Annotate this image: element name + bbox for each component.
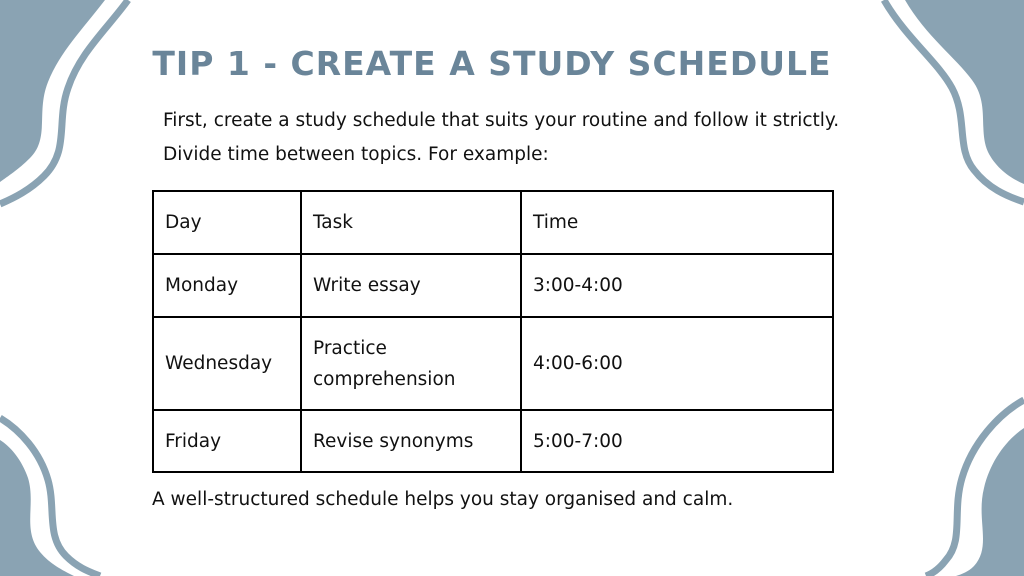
corner-wave-top-right-line [884, 0, 1024, 202]
table-header-row [153, 191, 833, 254]
cell-task: Revise synonyms [301, 410, 521, 472]
corner-wave-bottom-left-line [0, 418, 100, 576]
corner-wave-top-left-line [0, 0, 128, 204]
cell-time: 5:00-7:00 [521, 410, 833, 472]
cell-time: 4:00-6:00 [521, 317, 833, 410]
corner-wave-bottom-left [0, 440, 74, 576]
corner-wave-top-right [905, 0, 1024, 184]
corner-wave-top-left [0, 0, 105, 182]
table-row [153, 254, 833, 317]
cell-task: Write essay [301, 254, 521, 317]
header-task: Task [301, 191, 521, 254]
cell-day: Friday [153, 410, 301, 472]
corner-wave-bottom-right-line [926, 400, 1024, 576]
table-row [153, 317, 833, 410]
header-time: Time [521, 191, 833, 254]
cell-day: Monday [153, 254, 301, 317]
outro-text: A well-structured schedule helps you stay organised and calm. [152, 489, 734, 510]
page-title: TIP 1 - CREATE A STUDY SCHEDULE [152, 44, 832, 83]
intro-text: First, create a study schedule that suits your routine and follow it strictly. Divide time between topics. For example: [163, 110, 840, 165]
cell-day: Wednesday [153, 317, 301, 410]
header-day: Day [153, 191, 301, 254]
table-row [153, 410, 833, 472]
cell-time: 3:00-4:00 [521, 254, 833, 317]
corner-wave-bottom-right [956, 428, 1024, 576]
cell-task: Practice comprehension [301, 317, 521, 410]
study-schedule-table [152, 190, 834, 473]
